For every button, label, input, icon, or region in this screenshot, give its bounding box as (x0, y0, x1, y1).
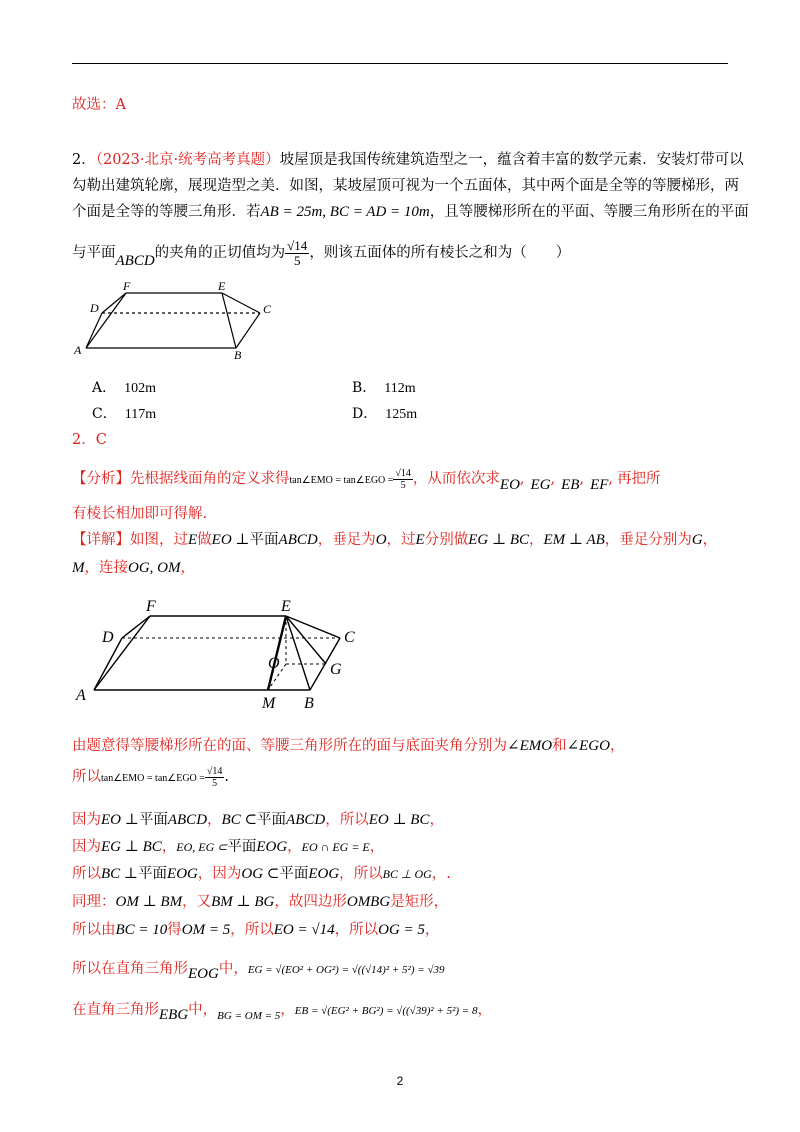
detail-text-f: ，垂足分别为 (604, 532, 692, 548)
step2-frac-den: 5 (212, 777, 218, 789)
detail-text-h: ， (180, 560, 195, 576)
step1-angle-ego: ∠EGO (566, 738, 610, 754)
s5-9: BC ⊥ OG (382, 867, 432, 881)
fig2-label-e: E (281, 598, 291, 615)
header-rule (72, 63, 728, 64)
question-line-4 (72, 238, 570, 268)
question-source: （2023·北京·统考高考真题） (95, 152, 280, 168)
s6-2: ，又 (182, 894, 212, 910)
question-text-4a: 与平面 (72, 245, 116, 261)
detail-eg-perp: EG ⊥ BC (468, 532, 529, 548)
s3-5: BC ⊂ (221, 812, 258, 828)
analysis-seq-eb: EB (561, 477, 580, 493)
option-d-value: 125m (385, 407, 418, 422)
s5-1: BC ⊥ (101, 866, 139, 882)
page-number: 2 (396, 1074, 404, 1088)
detail-point-g: G (691, 532, 703, 548)
s3-9: EO ⊥ BC (368, 812, 430, 828)
s3-1: EO ⊥ (101, 812, 139, 828)
s6-1: OM ⊥ BM (115, 894, 183, 910)
detail-abcd: ABCD (278, 532, 318, 548)
question-text-3a: 个面是全等的等腰三角形．若 (72, 204, 261, 220)
fig1-label-a: A (74, 343, 82, 357)
fig1-edge-eb (222, 293, 236, 348)
s8-3: EG = √(EO² + OG²) = √((√14)² + 5²) = √39 (247, 964, 445, 976)
s6-3: BM ⊥ BG (211, 894, 275, 910)
step-1 (72, 736, 624, 756)
option-d[interactable] (352, 403, 417, 423)
s4-7: EO ∩ EG = E (301, 840, 370, 854)
option-b[interactable] (352, 377, 416, 397)
s5-7: EOG (308, 866, 340, 882)
s9-4: ， (280, 1002, 295, 1018)
fig2-label-f: F (146, 598, 156, 615)
s4-2: ， (161, 839, 177, 855)
s4-6: ， (287, 839, 302, 855)
step1-text: 由题意得等腰梯形所在的面、等腰三角形所在的面与底面夹角分别为 (72, 738, 507, 754)
s7-3: OM = 5 (181, 922, 231, 938)
detail-tag: 【详解】 (72, 532, 130, 548)
step-5 (72, 864, 451, 884)
s3-0: 因为 (72, 812, 101, 828)
option-d-letter: D． (352, 406, 378, 422)
s7-2: 得 (167, 922, 182, 938)
detail-text-a: 如图，过 (130, 532, 188, 548)
detail-eo-perp: EO ⊥ (211, 532, 250, 548)
fig2-edge-em (268, 616, 286, 690)
fig2-edge-eg (286, 616, 326, 664)
s6-4: ，故四边形 (274, 894, 347, 910)
s9-6: ， (477, 1002, 492, 1018)
s6-0: 同理： (72, 894, 116, 910)
s7-5: EO = √14 (273, 922, 335, 938)
option-a-value: 102m (124, 381, 157, 396)
s9-2: 中， (188, 1002, 218, 1018)
question-text-1: 坡屋顶是我国传统建筑造型之一，蕴含着丰富的数学元素．安装灯带可以 (279, 152, 744, 168)
step-9 (72, 997, 492, 1024)
analysis-seq-eo: EO (499, 477, 520, 493)
question-text-4c: ，则该五面体的所有棱长之和为（ ） (309, 245, 571, 261)
s7-7: OG = 5 (378, 922, 425, 938)
fig2-label-g: G (330, 661, 342, 678)
step-4 (72, 837, 384, 857)
fig1-label-f: F (123, 280, 131, 293)
step-8 (72, 956, 444, 983)
option-b-letter: B． (352, 380, 377, 396)
detail-point-m: M (72, 560, 85, 576)
s5-3: EOG (167, 866, 198, 882)
s8-1: EOG (188, 966, 219, 982)
s5-4: ，因为 (197, 866, 242, 882)
option-a-letter: A． (92, 380, 117, 396)
step-3 (72, 810, 444, 830)
answer: 2．C (72, 432, 107, 448)
fig1-edge-ad (86, 313, 102, 348)
s9-5: EB = √(EG² + BG²) = √((√39)² + 5²) = 8 (294, 1005, 478, 1017)
option-c-letter: C． (92, 406, 117, 422)
s4-4: 平面 (227, 839, 257, 855)
fig2-label-d: D (102, 629, 114, 646)
analysis-seq-ef: EF (590, 477, 609, 493)
s5-5: OG ⊂ (241, 866, 280, 882)
s7-4: ，所以 (230, 922, 274, 938)
analysis-frac-den: 5 (400, 479, 406, 491)
fig1-label-e: E (218, 280, 226, 293)
detail-og-om: OG, OM (128, 560, 181, 576)
option-a[interactable] (92, 377, 156, 397)
s3-10: ， (429, 812, 444, 828)
s4-1: EG ⊥ BC (101, 839, 162, 855)
fig1-label-d: D (90, 301, 99, 315)
detail-point-e: E (188, 532, 198, 548)
analysis-line-2: 有棱长相加即可得解. (72, 506, 208, 522)
fig1-edge-ec (222, 293, 260, 313)
s9-0: 在直角三角形 (72, 1002, 159, 1018)
s8-2: 中， (218, 961, 248, 977)
analysis-text-a: 先根据线面角的定义求得 (130, 471, 290, 487)
detail-point-o: O (375, 532, 387, 548)
detail-text-b: 做 (197, 532, 212, 548)
s9-1: EBG (159, 1007, 189, 1023)
s4-0: 因为 (72, 839, 101, 855)
question-line-1 (72, 150, 744, 170)
question-text-3b: ，且等腰梯形所在的平面、等腰三角形所在的平面 (429, 204, 749, 220)
analysis-text-c: 再把所 (617, 471, 661, 487)
analysis-tag: 【分析】 (72, 471, 130, 487)
detail-em-perp: EM ⊥ AB (543, 532, 605, 548)
detail-line-2 (72, 558, 195, 578)
fig2-edge-eb (286, 616, 310, 690)
step1-angle-emo: ∠EMO (507, 738, 553, 754)
s3-6: 平面 (257, 812, 287, 828)
fig2-label-b: B (304, 695, 314, 712)
s7-8: ， (424, 922, 440, 938)
step2-text: 所以 (72, 769, 101, 785)
s7-1: BC = 10 (115, 922, 168, 938)
s3-2: 平面 (138, 812, 168, 828)
s5-0: 所以 (72, 866, 101, 882)
question-fraction (285, 239, 309, 268)
analysis-seq-eg: EG (530, 477, 551, 493)
s9-3: BG = OM = 5 (217, 1010, 281, 1022)
detail-text-g: ，连接 (84, 560, 128, 576)
detail-line-1: 【详解】如图，过E做EO ⊥平面ABCD，垂足为O，过E分别做EG ⊥ BC，EM ⊥ AB，垂足分别为G， (72, 532, 718, 548)
question-text-4b: 的夹角的正切值均为 (154, 245, 286, 261)
detail-text-c: ，垂足为 (317, 532, 376, 548)
s7-6: ，所以 (334, 922, 379, 938)
step2-fraction (205, 766, 225, 789)
figure-2-construction (72, 594, 372, 714)
analysis-line-1: 【分析】先根据线面角的定义求得tan∠EMO = tan∠EGO = $\frac{√14}{5}$ ，从而依次求EO, EG, EB, EF, 再把所 (72, 467, 661, 493)
detail-plane: 平面 (249, 532, 279, 548)
s4-5: EOG (256, 839, 288, 855)
step1-end: ， (609, 738, 625, 754)
step2-frac-num: √14 (206, 765, 223, 777)
s4-8: ， (369, 839, 385, 855)
analysis-text-b: ，从而依次求 (412, 471, 500, 487)
s3-4: ， (207, 812, 222, 828)
fig2-label-m: M (262, 695, 276, 712)
s7-0: 所以由 (72, 922, 116, 938)
fraction-denominator: 5 (293, 252, 301, 268)
fig2-label-c: C (344, 629, 355, 646)
option-c-value: 117m (124, 407, 157, 422)
fig2-edge-ec (286, 616, 340, 638)
s3-8: ，所以 (325, 812, 369, 828)
question-line-3 (72, 202, 749, 222)
fig1-label-c: C (263, 302, 272, 316)
question-number: 2． (72, 152, 96, 168)
analysis-frac-num: √14 (395, 467, 411, 479)
step-2 (72, 762, 229, 794)
s5-10: ，. (431, 866, 451, 882)
s3-3: ABCD (167, 812, 208, 828)
s5-6: 平面 (279, 866, 309, 882)
step2-end: . (224, 769, 230, 785)
s6-5: OMBG (346, 894, 391, 910)
step1-and: 和 (552, 738, 567, 754)
fig2-edge-af (94, 616, 150, 690)
figure-1-pentahedron (72, 280, 282, 360)
fraction-numerator: √14 (287, 237, 308, 253)
previous-answer: 故选：A (72, 97, 126, 113)
s5-8: ，所以 (339, 866, 383, 882)
s3-7: ABCD (286, 812, 326, 828)
fig2-label-o: O (268, 655, 280, 672)
fig1-edge-bc (236, 313, 260, 348)
s4-3: EO, EG ⊂ (176, 840, 228, 854)
question-math-abcd: ABCD (115, 253, 155, 269)
s6-6: 是矩形， (390, 894, 449, 910)
step2-formula: tan∠EMO = tan∠EGO = (101, 773, 205, 784)
detail-text-e: 分别做 (424, 532, 469, 548)
step-7 (72, 920, 439, 940)
detail-point-e-2: E (415, 532, 425, 548)
question-line-2: 勾勒出建筑轮廓，展现造型之美．如图，某坡屋顶可视为一个五面体，其中两个面是全等的等腰梯形，两 (72, 178, 739, 194)
analysis-fraction (393, 468, 413, 491)
analysis-formula: tan∠EMO = tan∠EGO = (289, 475, 394, 486)
option-b-value: 112m (384, 381, 416, 396)
option-c[interactable] (92, 403, 156, 423)
s8-0: 所以在直角三角形 (72, 961, 188, 977)
question-math-lengths: AB = 25m, BC = AD = 10m (260, 204, 430, 220)
fig2-label-a: A (76, 687, 86, 704)
detail-text-d: ，过 (386, 532, 416, 548)
s5-2: 平面 (138, 866, 168, 882)
fig1-label-b: B (234, 348, 242, 360)
step-6 (72, 892, 448, 912)
